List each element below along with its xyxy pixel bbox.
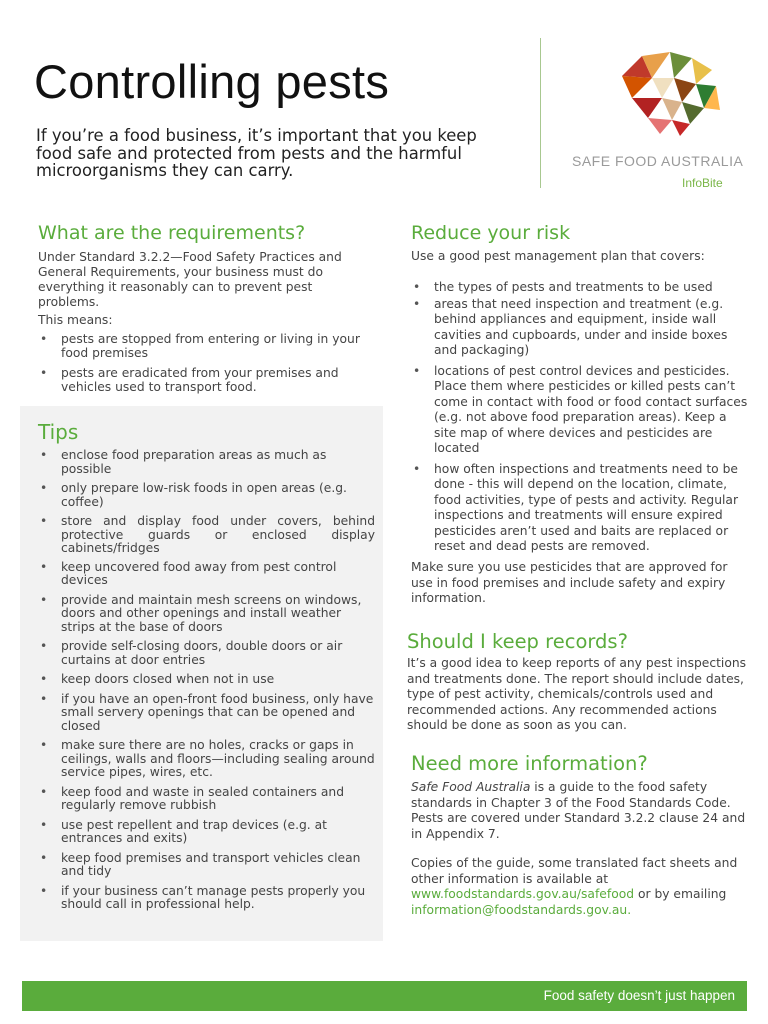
tips-heading: Tips	[38, 420, 79, 444]
list-item: • keep food premises and transport vehicles clean and tidy	[38, 852, 375, 879]
list-item: • if your business can’t manage pests properly you should call in professional help.	[38, 885, 375, 912]
list-item: • areas that need inspection and treatment (e.g. behind appliances and equipment, inside wall cavities and cupboards, under and inside boxes and packaging)	[411, 297, 751, 359]
safefood-link[interactable]: www.foodstandards.gov.au/safefood	[411, 887, 635, 901]
requirements-list	[38, 333, 373, 394]
reduce-heading: Reduce your risk	[411, 222, 571, 244]
brand-subtitle: InfoBite	[682, 176, 723, 190]
records-heading: Should I keep records?	[407, 630, 628, 653]
reduce-body: Use a good pest management plan that covers:	[411, 249, 705, 263]
list-item: • keep doors closed when not in use	[38, 673, 375, 687]
requirements-heading: What are the requirements?	[38, 222, 306, 244]
safe-food-australia-logo-icon	[612, 48, 724, 140]
list-item: • provide and maintain mesh screens on windows, doors and other openings and install weather strips at the base of doors	[38, 594, 375, 635]
list-item: • pests are stopped from entering or living in your food premises	[38, 333, 373, 360]
guide-title: Safe Food Australia	[411, 780, 531, 794]
more-info-heading: Need more information?	[411, 752, 648, 775]
email-link[interactable]: information@foodstandards.gov.au.	[411, 902, 632, 917]
list-item: • enclose food preparation areas as much as possible	[38, 449, 375, 476]
brand-name: SAFE FOOD AUSTRALIA	[572, 153, 744, 169]
footer-tagline: Food safety doesn’t just happen	[543, 988, 735, 1003]
list-item: • the types of pests and treatments to be used	[411, 280, 751, 296]
footer-bar	[22, 981, 747, 1011]
reduce-closing: Make sure you use pesticides that are approved for use in food premises and include safety and expiry information.	[411, 560, 728, 605]
records-body: It’s a good idea to keep reports of any pest inspections and treatments done. The report should include dates, type of pest activity, chemicals/controls used and recommended actions. Any recommended actions should be done as soon as you can.	[407, 656, 747, 732]
list-item: • if you have an open-front food business, only have small servery openings that can be opened and closed	[38, 693, 375, 734]
list-item: • keep uncovered food away from pest control devices	[38, 561, 375, 588]
list-item: • pests are eradicated from your premises and vehicles used to transport food.	[38, 367, 373, 394]
reduce-list	[411, 280, 751, 555]
more-info-copies	[411, 856, 756, 918]
header-divider	[540, 38, 541, 188]
list-item: • how often inspections and treatments need to be done - this will depend on the location, climate, food activities, type of pests and activity. Regular inspections and treatments will ensure expired pesticides aren’t used and baits are replaced or reset and dead pests are removed.	[411, 462, 751, 555]
list-item: • keep food and waste in sealed containers and regularly remove rubbish	[38, 786, 375, 813]
more-info-guide	[411, 780, 756, 842]
list-item: • use pest repellent and trap devices (e.g. at entrances and exits)	[38, 819, 375, 846]
list-item: • provide self-closing doors, double doors or air curtains at door entries	[38, 640, 375, 667]
copies-text: Copies of the guide, some translated fact sheets and other information is available at	[411, 856, 738, 886]
requirements-means: This means:	[38, 313, 113, 327]
list-item: • only prepare low-risk foods in open areas (e.g. coffee)	[38, 482, 375, 509]
requirements-body: Under Standard 3.2.2—Food Safety Practices and General Requirements, your business must do everything it reasonably can to prevent pest problems.	[38, 250, 342, 309]
intro-text: If you’re a food business, it’s important that you keep food safe and protected from pests and the harmful microorganisms they can carry.	[36, 126, 477, 180]
tips-list	[38, 449, 375, 912]
list-item: • store and display food under covers, behind protective guards or enclosed display cabinets/fridges	[38, 515, 375, 556]
list-item: • locations of pest control devices and pesticides. Place them where pesticides or killed pests can’t come in contact with food or food contact surfaces (e.g. not above food preparation areas). Keep a site map of where devices and pesticides are located	[411, 364, 751, 457]
or-email-text: or by emailing	[634, 887, 727, 901]
page-title: Controlling pests	[34, 55, 390, 108]
list-item: • make sure there are no holes, cracks or gaps in ceilings, walls and floors—including sealing around service pipes, wires, etc.	[38, 739, 375, 780]
guide-description: is a guide to the food safety standards in Chapter 3 of the Food Standards Code. Pests are covered under Standard 3.2.2 clause 24 and in Appendix 7.	[411, 780, 746, 841]
